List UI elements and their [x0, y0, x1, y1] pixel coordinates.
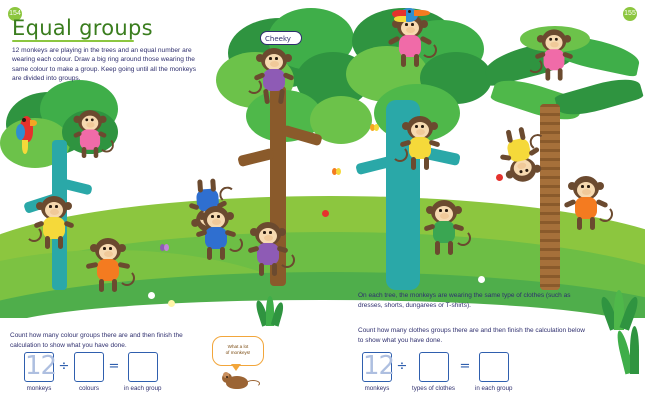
left-eq-first-box[interactable]	[24, 351, 57, 382]
right-eq-result-caption: in each group	[475, 385, 513, 392]
butterfly-icon	[370, 124, 379, 131]
right-eq-first-value: 12	[363, 351, 395, 381]
apple-icon	[496, 174, 503, 181]
intro-text: 12 monkeys are playing in the trees and an equal number are wearing each colour. Draw a big ring around those wearing the same colour to make a group. Keep going until all the monkeys are divided into groups.	[12, 47, 196, 83]
left-eq-first-value: 12	[25, 351, 57, 381]
monkey-icon	[88, 238, 128, 292]
butterfly-icon	[332, 168, 341, 175]
folio-right: 155	[623, 7, 637, 21]
left-eq-result-box[interactable]	[128, 352, 158, 382]
right-eq-first	[362, 351, 395, 392]
right-eq-first-caption: monkeys	[364, 385, 390, 392]
monkey-icon	[34, 196, 74, 250]
title-underline	[12, 40, 134, 42]
left-task-instruction: Count how many colour groups there are and then finish the calculation to show what you have done.	[10, 332, 183, 349]
right-eq-first-box[interactable]	[362, 351, 395, 382]
right-task-instruction-2: Count how many clothes groups there are and then finish the calculation below to show what you have done.	[358, 327, 585, 344]
flower-icon	[168, 300, 175, 307]
speech-bubble	[212, 336, 264, 366]
monkey-icon	[390, 14, 430, 68]
monkey-icon	[254, 48, 294, 102]
monkey-icon	[535, 29, 573, 80]
left-eq-first	[24, 351, 57, 392]
right-eq-second-caption: types of clothes	[412, 385, 455, 392]
left-eq-equals: =	[108, 359, 120, 374]
page-title: Equal groups	[12, 16, 153, 40]
monkey-icon	[400, 116, 440, 170]
left-eq-second	[74, 352, 104, 392]
palm-trunk-texture	[540, 104, 560, 290]
flower-icon	[148, 292, 155, 299]
monkey-icon	[566, 176, 606, 230]
cheeky-label: Cheeky	[265, 35, 291, 43]
butterfly-icon	[160, 244, 169, 251]
right-task-instruction-1: On each tree, the monkeys are wearing the same type of clothes (such as dresses, shorts, dungarees or T-shirts).	[358, 292, 571, 309]
left-equation	[24, 352, 162, 392]
left-eq-first-caption: monkeys	[26, 385, 52, 392]
left-eq-divide: ÷	[58, 359, 70, 374]
right-eq-result	[475, 352, 513, 392]
left-eq-second-box[interactable]	[74, 352, 104, 382]
speech-bubble-line-1: What a lot	[227, 344, 249, 349]
left-eq-result	[124, 352, 162, 392]
left-eq-result-caption: in each group	[124, 385, 162, 392]
speech-bubble-line-2: of monkeys!	[225, 350, 251, 356]
right-eq-second-box[interactable]	[419, 352, 449, 382]
monkey-icon	[72, 110, 109, 160]
monkey-icon	[196, 206, 236, 260]
left-eq-second-caption: colours	[79, 385, 99, 392]
right-eq-result-box[interactable]	[479, 352, 509, 382]
folio-left: 154	[8, 7, 22, 21]
right-eq-equals: =	[459, 359, 471, 374]
monkey-icon	[424, 200, 464, 254]
right-eq-second	[412, 352, 455, 392]
flower-icon	[478, 276, 485, 283]
right-eq-divide: ÷	[396, 359, 408, 374]
right-equation	[362, 352, 513, 392]
monkey-icon	[248, 222, 288, 276]
apple-icon	[322, 210, 329, 217]
